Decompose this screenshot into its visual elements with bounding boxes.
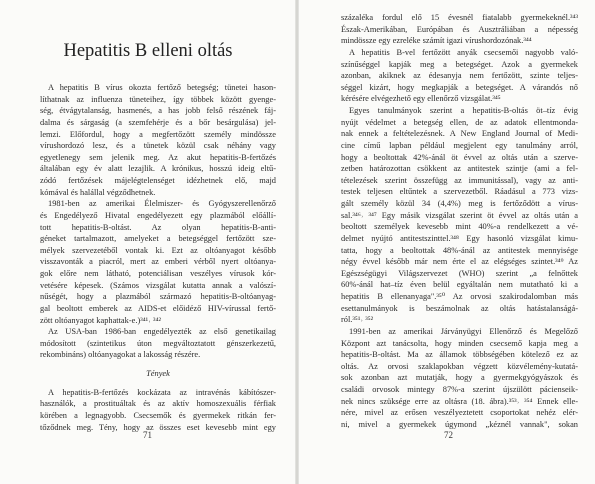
text-line: testek teljesen eltűntek a szervezetből. Ráadásul a 773 vizs- [341,187,578,197]
text-line: 60%-ánál hat–tíz éven belül egyáltalán nem mutatható ki a [341,280,578,290]
text-line: vírushordozó lesz, és a tünetek közül csak néhány vagy [40,141,276,151]
chapter-title: Hepatitis B elleni oltás [63,41,233,61]
text-line: nűségét, hogy a plazmából származó hepatitis-B-oltóanyag- [40,292,276,302]
text-line: hogy a beoltottak 42%-ánál öt évvel az oltás után a szerve- [341,152,578,162]
text-line: nyújt védelmet a betegség ellen, de az adatok ellentmonda- [341,117,578,127]
text-line: színűséggel kapják meg a betegséget. Azok a gyermekek [341,59,578,69]
text-line: zetben határozottan csökkent az antitestek szintje (ami a fel- [341,164,578,174]
text-line: Az USA-ban 1986-ban engedélyezték az első genetikailag [48,327,276,337]
text-line: 1991-ben az amerikai Járványügyi Ellenőrző és Megelőző [349,326,578,336]
text-line: egyetlenegy sem jelenik meg. Az akut hepatitis-B-fertőzés [40,152,276,162]
text-line: gok előre nem látható, potenciálisan veszélyes vírusok kór- [40,269,276,278]
text-line: vetésére képesek. (Számos vizsgálat kutatta annak a valószí- [40,280,276,290]
text-line: általában egy év alatt lezajlik. A krónikus, hosszú ideig eltű- [40,164,276,174]
text-line: lemzi. Előfordul, hogy a megfertőzött személy mindössze [40,129,276,139]
right-page [298,0,595,484]
text-line: tatta, hogy a beoltottak 48%-ánál az antitestek mennyisége [341,245,578,255]
text-line: módosított (szintetikus úton megváltoztatott génszerkezetű, [40,338,276,348]
text-line: nak ennek a feltételezésnek. A New England Journal of Medi- [341,129,578,139]
text-line: sok azonban azt mutatják, hogy a gyermekgyógyászok és [341,373,578,383]
text-line: kérésére elvégezhető egy ellenőrző vizsgálat.³⁴⁵ [341,94,501,104]
text-line: visszavonták a piacról, mert az emberi vérből nyert oltóanya- [40,257,276,267]
text-line: tőződnek meg. Tény, hogy az összes eset kevesebb mint egy [40,422,276,432]
text-line: séggel kizárt, hogy megkapják a betegséget. A várandós nő [341,82,578,92]
text-line: dalma és sárgaság (a szemfehérje és a bőr besárgulása) jel- [40,117,276,127]
text-line: rekombináns) oltóanyagokat a lakosság részére. [40,350,201,360]
text-line: zódó fertőzések májelégtelenséget idézhetnek elő, majd [40,176,276,185]
text-line: líthatnak az influenza tüneteihez, így többek között gyenge- [40,94,276,104]
text-line: hepatitis B ellenanyaga".³⁵⁰ Az orvosi szakirodalomban más [341,292,578,301]
text-line: esettanulmányok is beszámolnak az oltás hatástalanságá- [341,303,578,313]
text-line: százaléka fordul elő 15 évesnél fiatalabb gyermekeknél.³⁴³ [341,13,578,22]
text-line: Központ azt tanácsolta, hogy minden csecsemő kapja meg a [341,338,578,348]
text-line: Egészségügyi Világszervezet (WHO) szerint „a felnőttek [341,268,578,278]
text-line: Észak-Amerikában, Európában és Ausztráliában a népesség [341,24,578,34]
text-line: nére, mivel az erősen veszélyeztetett csoportokat nehéz elér- [341,408,578,418]
text-line: A hepatitis B vírus okozta fertőző betegség; tünetei hason- [48,83,276,92]
text-line: beoltott személyek kevesebb mint 40%-a rendelkezett a vé- [341,222,578,232]
text-line: családi orvosok mintegy 87%-a szerint újszülött pácienseik- [341,385,578,394]
right-page-body [341,12,578,431]
text-line: azonban, akiknek az édesanyja nem fertőzött, szinte teljes- [341,71,578,81]
text-line: használók, a prostituáltak és az aktív homoszexuális férfiak [40,399,276,409]
left-page [0,0,296,484]
text-line: A hepatitis B-vel fertőzött anyák csecsemői nagyobb való- [349,47,578,57]
text-line: zött oltóanyagot kaphattak-e.)³⁴¹˒ ³⁴² [40,315,161,325]
text-line [40,361,276,368]
text-line: géneket tartalmazott, amelyeket a betegséggel fertőzött sze- [40,234,276,244]
text-line: tételezések szerint összefügg az immunitással), vagy az anti- [341,175,578,185]
text-line: 1981-ben az amerikai Élelmiszer- és Gyógyszerellenőrző [48,199,276,209]
text-line: cine című lapban például megjelent egy tanulmány arról, [341,140,578,150]
section-heading: Tények [146,369,170,378]
text-line: sal.³⁴⁶˒ ³⁴⁷ Egy másik vizsgálat szerint öt évvel az oltás után a [341,210,578,220]
text-line: ni, mivel a gyermekek úgymond „kéznél vannak", sokan [341,419,578,429]
text-line: ról.³⁵¹˒ ³⁵² [341,315,374,325]
text-line: Egyes tanulmányok szerint a hepatitis-B-oltás öt–tíz évig [349,106,578,115]
text-line: mindössze egy ezreléke számít igazi vírushordozónak.³⁴⁴ [341,36,532,46]
text-line: tott hepatitis-B-oltást. Az olyan hepatitis-B-anti- [40,222,276,232]
right-page-number: 72 [444,430,453,440]
text-line: kómával és halállal végződhetnek. [40,187,156,197]
left-page-body [40,82,276,433]
text-line: gal beoltott emberek az AIDS-et előidéző HIV-vírussal fertő- [40,303,276,313]
text-line: gált személy közül 34 (4,4%) meg is fertőződött a vírus- [341,199,578,208]
text-line: négy évvel később már nem érte el az elégséges szintet.³⁴⁹ Az [341,257,578,267]
text-line: oltás. Az orvosi szaklapokban végzett közvélemény-kutatá- [341,361,578,371]
text-line: körében a legnagyobb. Csecsemők és gyermekek ritkán fer- [40,410,276,420]
text-line: hepatitis-B-oltást. Ma az államok többségében kötelező ez az [341,350,578,360]
text-line: ség, étvágytalanság, hasmenés, a has jobb felső részének fáj- [40,106,276,116]
text-line: delmet nyújtó antitestszinttel.³⁴⁸ Egy hasonló vizsgálat kimu- [341,233,578,243]
text-line: és Engedélyező Hivatal engedélyezett egy plazmából előállí- [40,210,276,220]
text-line: A hepatitis-B-fertőzés kockázata az intravénás kábítószer- [48,387,276,397]
left-page-number: 71 [143,430,152,440]
text-line: mélyek szervezetéből vontak ki. Ezt az oltóanyagot később [40,245,276,255]
text-line: nek nincs szüksége erre az oltásra (18. ábra).³⁵³˒ ³⁵⁴ Ennek elle- [341,396,578,406]
text-line [40,380,276,387]
